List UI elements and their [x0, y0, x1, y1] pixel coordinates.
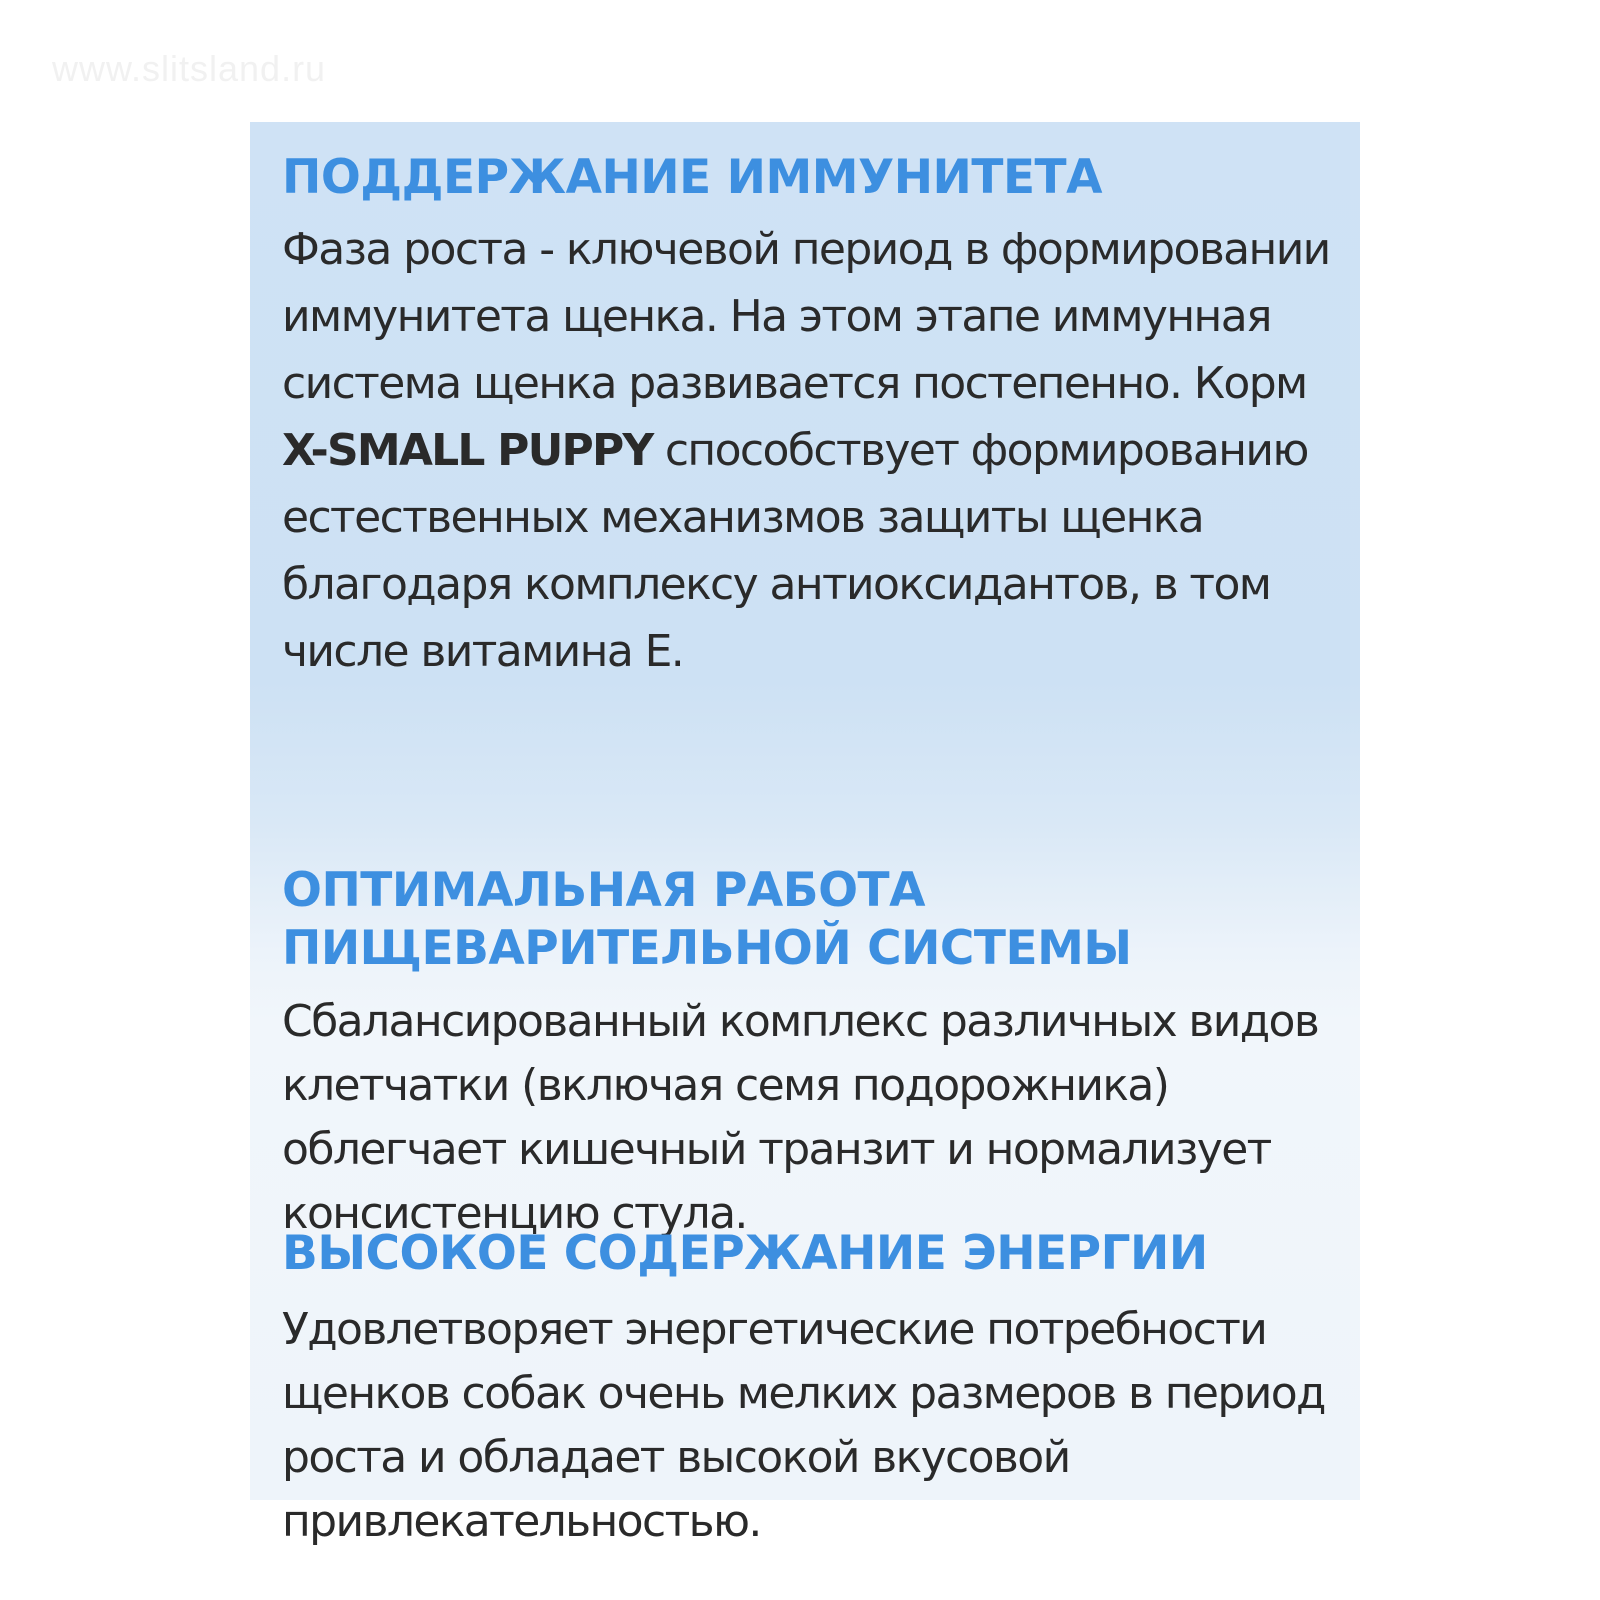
section-immunity: [282, 148, 1342, 685]
text-energy: Удовлетворяет энергетические потребности щенков собак очень мелких размеров в период роста и обладает высокой вкусовой привлекательностью.: [282, 1304, 1325, 1547]
product-name: X-SMALL PUPPY: [282, 425, 653, 476]
heading-immunity: ПОДДЕРЖАНИЕ ИММУНИТЕТА: [282, 150, 1102, 205]
text-immunity-part1: Фаза роста - ключевой период в формировании иммунитета щенка. На этом этапе иммунная система щенка развивается постепенно. Корм: [282, 224, 1330, 409]
watermark: www.slitsland.ru: [52, 48, 327, 89]
section-digestion: [282, 862, 1342, 1246]
text-immunity: [282, 216, 1342, 685]
text-digestion: Сбалансированный комплекс различных видов клетчатки (включая семя подорожника) облегчает кишечный транзит и нормализует консистенцию стула.: [282, 996, 1319, 1239]
text-immunity-part2: способствует формированию естественных механизмов защиты щенка благодаря комплексу антиоксидантов, в том числе витамина Е.: [282, 425, 1308, 677]
section-energy: [282, 1224, 1342, 1554]
heading-energy: ВЫСОКОЕ СОДЕРЖАНИЕ ЭНЕРГИИ: [282, 1226, 1208, 1281]
heading-digestion: ОПТИМАЛЬНАЯ РАБОТА ПИЩЕВАРИТЕЛЬНОЙ СИСТЕМЫ: [282, 863, 1132, 976]
